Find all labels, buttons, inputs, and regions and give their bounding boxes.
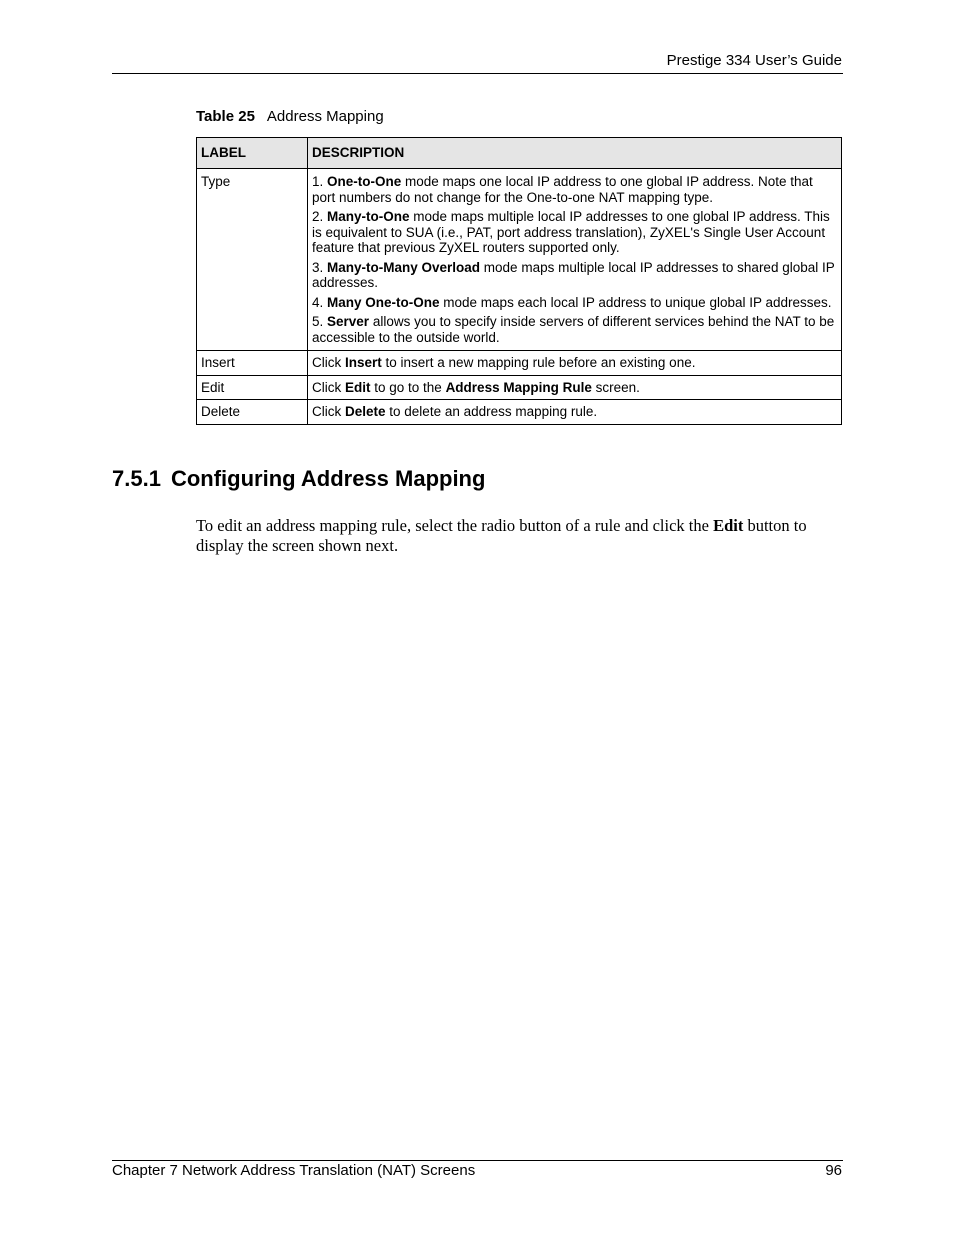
type-term: One-to-One — [327, 174, 402, 189]
type-term: Server — [327, 314, 370, 329]
row-label: Type — [197, 169, 308, 351]
type-prefix: 4. — [312, 294, 328, 310]
type-text: allows you to specify inside servers of different services behind the NAT to be accessible to the outside world. — [312, 314, 835, 345]
type-prefix: 2. — [312, 209, 328, 224]
table-caption — [196, 108, 384, 125]
desc-text: Click — [312, 404, 345, 419]
table-caption-title: Address Mapping — [266, 108, 384, 125]
body-text: button to display the screen shown next. — [196, 516, 807, 555]
desc-term: Delete — [345, 404, 386, 419]
footer-rule — [112, 1160, 843, 1161]
row-label: Edit — [197, 375, 308, 400]
type-term: Many One-to-One — [327, 294, 440, 310]
section-heading — [112, 466, 485, 492]
footer-page-number: 96 — [825, 1162, 842, 1179]
type-text: mode maps each local IP address to unique global IP addresses. — [439, 294, 832, 310]
row-description — [308, 351, 842, 376]
type-text: mode maps one local IP address to one global IP address. Note that port numbers do not change for the One-to-one NAT mapping type. — [312, 174, 813, 205]
desc-text: Click — [312, 355, 345, 370]
type-term: Many-to-One — [327, 209, 410, 224]
table-caption-number: Table 25 — [196, 108, 255, 125]
desc-term: Edit — [345, 379, 371, 395]
header-rule — [112, 73, 843, 74]
page-header-title: Prestige 334 User’s Guide — [666, 52, 842, 69]
desc-text: to go to the — [370, 379, 446, 395]
table-row-delete — [197, 400, 842, 425]
table-row-insert — [197, 351, 842, 376]
row-label: Delete — [197, 400, 308, 425]
type-prefix: 1. — [312, 174, 328, 189]
footer-chapter: Chapter 7 Network Address Translation (NAT) Screens — [112, 1162, 476, 1179]
type-paragraph-5 — [312, 314, 837, 345]
row-description — [308, 169, 842, 351]
body-term: Edit — [713, 516, 744, 535]
row-label: Insert — [197, 351, 308, 376]
desc-term: Address Mapping Rule — [445, 379, 592, 395]
column-header-description: DESCRIPTION — [308, 138, 842, 169]
body-text: To edit an address mapping rule, select the radio button of a rule and click the — [196, 516, 714, 535]
table-row-edit — [197, 375, 842, 400]
table-header-row — [197, 138, 842, 169]
desc-text: Click — [312, 379, 345, 395]
type-text: mode maps multiple local IP addresses to shared global IP addresses. — [312, 259, 835, 290]
desc-text: to delete an address mapping rule. — [385, 404, 598, 419]
type-paragraph-4 — [312, 295, 837, 311]
type-prefix: 3. — [312, 259, 328, 275]
desc-text: to insert a new mapping rule before an existing one. — [381, 355, 696, 370]
type-paragraph-2 — [312, 209, 837, 256]
type-paragraph-3 — [312, 260, 837, 291]
row-description — [308, 400, 842, 425]
type-text: mode maps multiple local IP addresses to one global IP address. This is equivalent to SUA (i.e., PAT, port address translation), ZyXEL's Single User Account feature that previous ZyXEL routers supported only. — [312, 209, 830, 255]
desc-term: Insert — [345, 355, 382, 370]
row-description — [308, 375, 842, 400]
desc-text: screen. — [591, 379, 640, 395]
address-mapping-table — [196, 137, 842, 425]
type-paragraph-1 — [312, 174, 837, 205]
type-prefix: 5. — [312, 314, 328, 329]
section-number: 7.5.1 — [112, 466, 161, 491]
column-header-label: LABEL — [197, 138, 308, 169]
type-term: Many-to-Many Overload — [327, 259, 481, 275]
table-row-type — [197, 169, 842, 351]
section-body — [196, 516, 846, 556]
section-title: Configuring Address Mapping — [170, 466, 486, 491]
